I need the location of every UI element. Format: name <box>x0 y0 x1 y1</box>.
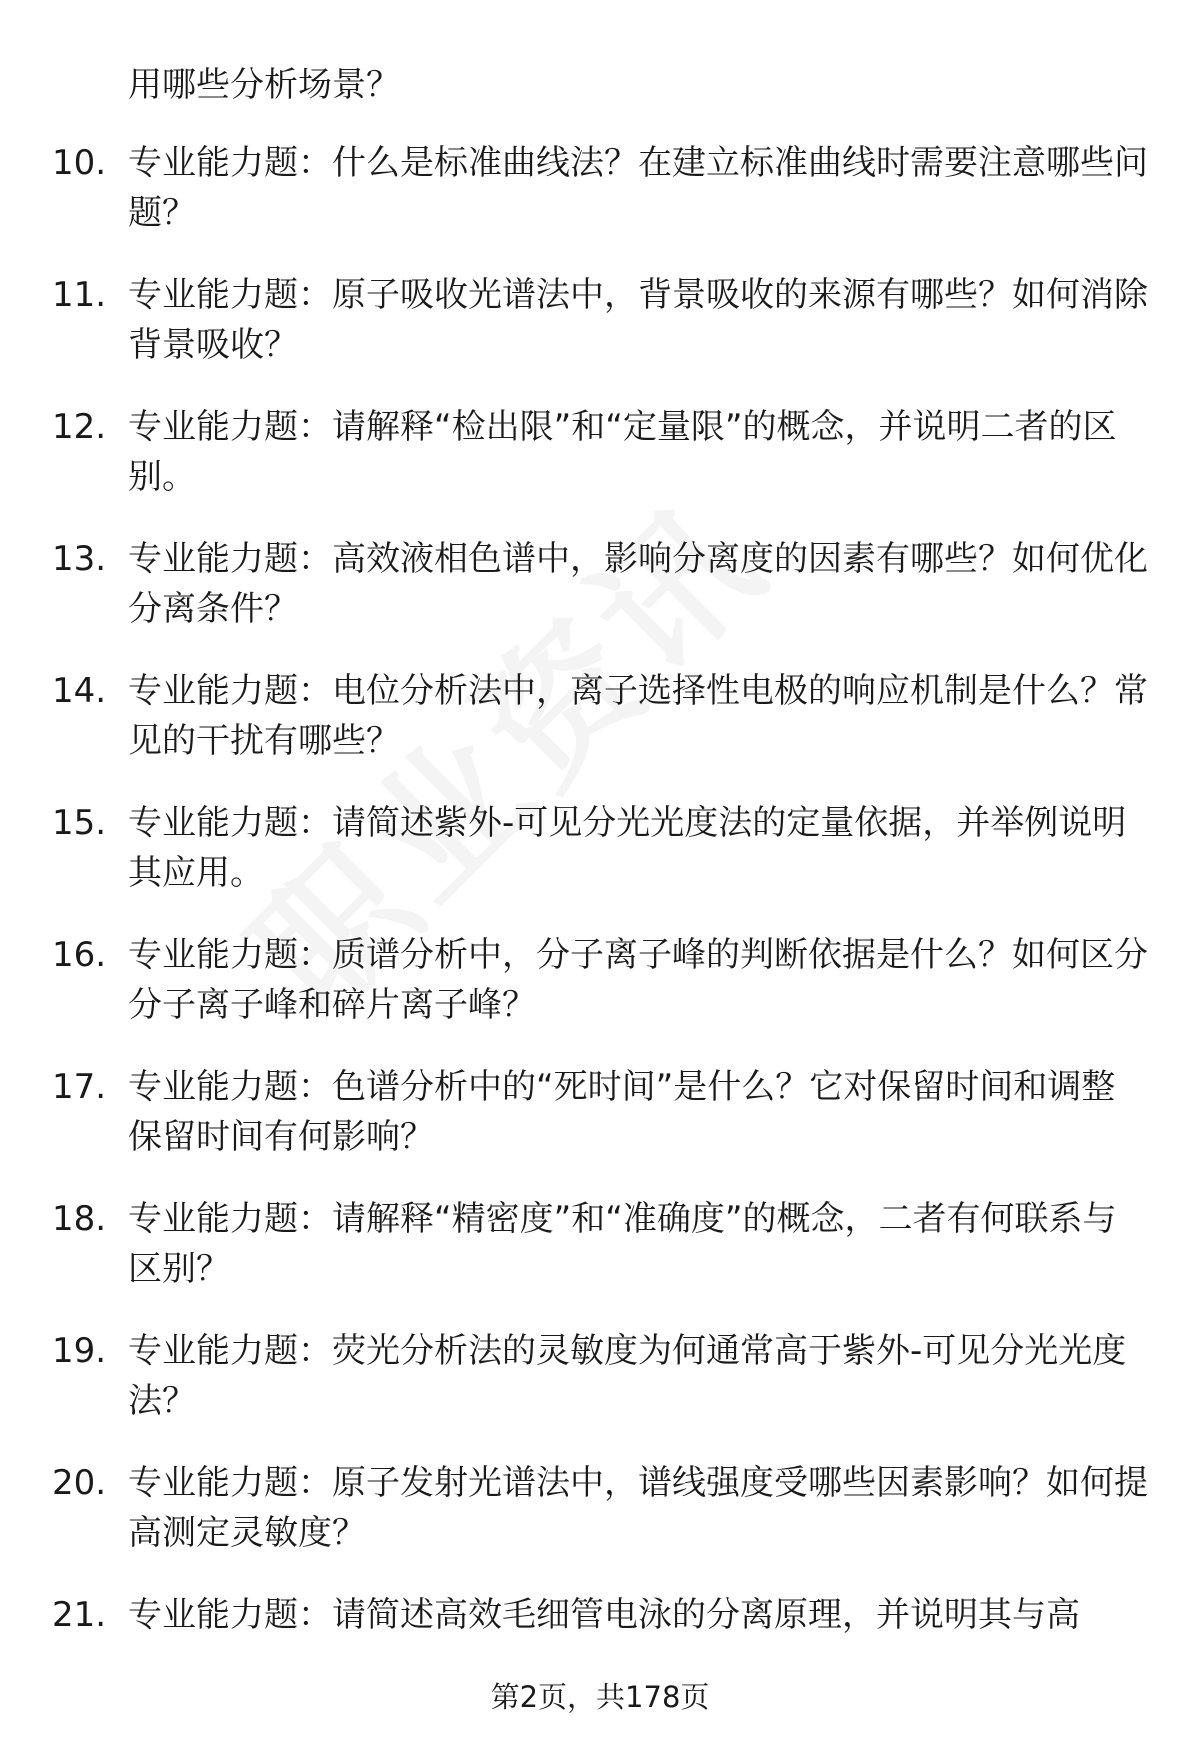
page-footer: 第2页，共178页 <box>490 1680 710 1714</box>
question-item <box>0 1062 1200 1194</box>
question-number: 12. <box>52 407 107 447</box>
question-text: 专业能力题：色谱分析中的“死时间”是什么？它对保留时间和调整保留时间有何影响？ <box>128 1067 1116 1157</box>
continuation-text: 用哪些分析场景？ <box>128 65 400 105</box>
question-item <box>0 534 1200 666</box>
question-item <box>0 930 1200 1062</box>
question-number: 11. <box>52 275 107 315</box>
question-number: 20. <box>52 1463 107 1503</box>
question-text: 专业能力题：原子吸收光谱法中，背景吸收的来源有哪些？如何消除背景吸收？ <box>128 275 1148 365</box>
question-text: 专业能力题：请简述高效毛细管电泳的分离原理，并说明其与高 <box>128 1595 1080 1635</box>
question-number: 13. <box>52 539 107 579</box>
question-list <box>0 138 1200 1722</box>
question-item <box>0 1326 1200 1458</box>
question-text: 专业能力题：高效液相色谱中，影响分离度的因素有哪些？如何优化分离条件？ <box>128 539 1148 629</box>
question-number: 14. <box>52 671 107 711</box>
question-number: 21. <box>52 1595 107 1635</box>
question-text: 专业能力题：请简述紫外-可见分光光度法的定量依据，并举例说明其应用。 <box>128 803 1127 893</box>
question-item <box>0 138 1200 270</box>
question-item <box>0 1458 1200 1590</box>
question-number: 19. <box>52 1331 107 1371</box>
question-text: 专业能力题：原子发射光谱法中，谱线强度受哪些因素影响？如何提高测定灵敏度？ <box>128 1463 1148 1553</box>
question-item <box>0 666 1200 798</box>
question-number: 17. <box>52 1067 107 1107</box>
question-text: 专业能力题：什么是标准曲线法？在建立标准曲线时需要注意哪些问题？ <box>128 143 1148 233</box>
question-item <box>0 270 1200 402</box>
question-number: 16. <box>52 935 107 975</box>
question-text: 专业能力题：请解释“精密度”和“准确度”的概念，二者有何联系与区别？ <box>128 1199 1117 1289</box>
question-text: 专业能力题：请解释“检出限”和“定量限”的概念，并说明二者的区别。 <box>128 407 1117 497</box>
question-text: 专业能力题：质谱分析中，分子离子峰的判断依据是什么？如何区分分子离子峰和碎片离子峰？ <box>128 935 1148 1025</box>
question-item <box>0 1194 1200 1326</box>
question-number: 18. <box>52 1199 107 1239</box>
question-number: 10. <box>52 143 107 183</box>
question-text: 专业能力题：荧光分析法的灵敏度为何通常高于紫外-可见分光光度法？ <box>128 1331 1127 1421</box>
question-item <box>0 402 1200 534</box>
question-number: 15. <box>52 803 107 843</box>
question-item <box>0 798 1200 930</box>
question-text: 专业能力题：电位分析法中，离子选择性电极的响应机制是什么？常见的干扰有哪些？ <box>128 671 1148 761</box>
